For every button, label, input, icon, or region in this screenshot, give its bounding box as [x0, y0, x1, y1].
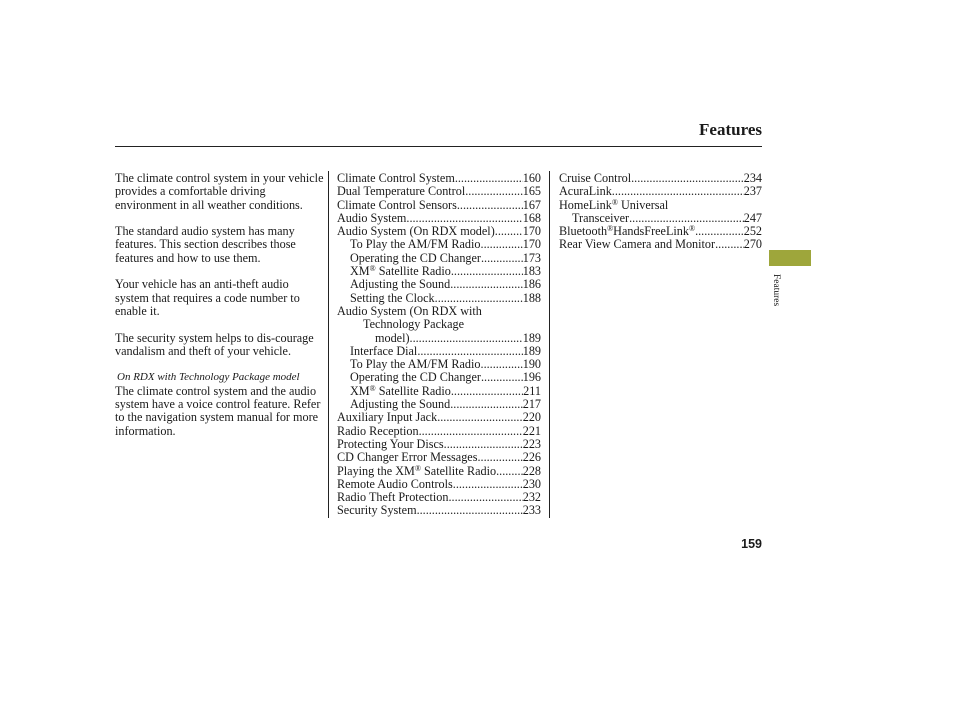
- toc-entry-page: 170: [522, 224, 541, 239]
- toc-entry-label: Audio System (On RDX model): [337, 224, 495, 239]
- toc-leader-dots: [419, 425, 523, 438]
- toc-entry[interactable]: [337, 305, 541, 318]
- toc-entry-page: 165: [522, 184, 541, 199]
- toc-entry[interactable]: [559, 172, 762, 185]
- toc-entry-page: 233: [522, 503, 541, 518]
- toc-entry-label: Dual Temperature Control: [337, 184, 466, 199]
- toc-entry[interactable]: [337, 371, 541, 384]
- toc-entry[interactable]: [337, 172, 541, 185]
- toc-entry-label: Bluetooth®HandsFreeLink®: [559, 224, 696, 239]
- toc-leader-dots: [451, 385, 523, 398]
- toc-entry-label: Protecting Your Discs: [337, 436, 444, 451]
- toc-entry-label: Operating the CD Changer: [350, 370, 481, 385]
- intro-paragraph-climate: The climate control system in your vehicle provides a comfortable driving environment in all weather conditions.: [115, 171, 324, 212]
- toc-entry[interactable]: [337, 238, 541, 251]
- toc-entry-page: 230: [522, 476, 541, 491]
- toc-entry-page: 237: [743, 184, 762, 199]
- toc-entry-page: 247: [743, 210, 762, 225]
- toc-entry-page: 189: [522, 330, 541, 345]
- toc-entry-page: 186: [522, 277, 541, 292]
- toc-leader-dots: [417, 504, 523, 517]
- toc-entry-label: Auxiliary Input Jack: [337, 410, 438, 425]
- toc-entry-page: 188: [522, 290, 541, 305]
- toc-leader-dots: [629, 212, 744, 225]
- toc-entry-page: 252: [743, 224, 762, 239]
- toc-entry-label: model): [375, 330, 410, 345]
- toc-entry-page: 232: [522, 490, 541, 505]
- toc-entry-page: 221: [522, 423, 541, 438]
- toc-entry-label: XM® Satellite Radio: [350, 383, 451, 398]
- toc-leader-dots: [444, 438, 523, 451]
- toc-entry[interactable]: [337, 318, 541, 331]
- page-title: Features: [699, 120, 762, 139]
- toc-entry-label: Radio Theft Protection: [337, 490, 449, 505]
- toc-entry-page: 226: [522, 450, 541, 465]
- toc-entry-page: 189: [522, 343, 541, 358]
- toc-leader-dots: [410, 332, 523, 345]
- toc-leader-dots: [477, 451, 522, 464]
- toc-entry-page: 160: [522, 171, 541, 185]
- toc-leader-dots: [406, 212, 522, 225]
- toc-leader-dots: [417, 345, 522, 358]
- intro-paragraph-audio: The standard audio system has many features. This section describes those features and how to use them.: [115, 224, 296, 265]
- toc-entry-label: Cruise Control: [559, 171, 632, 185]
- toc-entry-page: 217: [522, 397, 541, 412]
- toc-column-2: [559, 172, 762, 252]
- toc-leader-dots: [448, 491, 522, 504]
- toc-entry[interactable]: [337, 504, 541, 517]
- column-divider-right: [549, 171, 550, 518]
- toc-entry[interactable]: [337, 398, 541, 411]
- toc-entry-page: 173: [522, 250, 541, 265]
- toc-entry[interactable]: [559, 238, 762, 251]
- intro-note-model: On RDX with Technology Package model: [117, 371, 300, 384]
- toc-entry-label: Radio Reception: [337, 423, 419, 438]
- toc-leader-dots: [481, 358, 523, 371]
- toc-entry-page: 270: [743, 237, 762, 252]
- toc-entry-label: Setting the Clock: [350, 290, 435, 305]
- toc-entry-label: To Play the AM/FM Radio: [350, 237, 481, 252]
- section-tab: [769, 250, 811, 266]
- toc-leader-dots: [457, 199, 523, 212]
- toc-entry-label: To Play the AM/FM Radio: [350, 357, 481, 372]
- toc-leader-dots: [453, 478, 523, 491]
- toc-entry[interactable]: [337, 345, 541, 358]
- toc-entry[interactable]: [337, 451, 541, 464]
- intro-paragraph-voice-control: The climate control system and the audio system have a voice control feature. Refer to the navigation system manual for more information.: [115, 383, 321, 438]
- toc-leader-dots: [455, 172, 523, 185]
- column-divider-left: [328, 171, 329, 518]
- toc-entry[interactable]: [337, 332, 541, 345]
- page-number: 159: [741, 537, 762, 551]
- toc-entry-page: 220: [522, 410, 541, 425]
- toc-entry[interactable]: [559, 199, 762, 212]
- toc-leader-dots: [715, 238, 744, 251]
- toc-entry-label: Interface Dial: [350, 343, 418, 358]
- toc-entry-page: 167: [522, 197, 541, 212]
- toc-entry[interactable]: [337, 199, 541, 212]
- toc-entry-label: Security System: [337, 503, 417, 518]
- toc-entry-label: Remote Audio Controls: [337, 476, 453, 491]
- toc-entry-label: CD Changer Error Messages: [337, 450, 478, 465]
- toc-leader-dots: [631, 172, 744, 185]
- toc-entry-page: 196: [522, 370, 541, 385]
- toc-entry-page: 228: [522, 463, 541, 478]
- toc-leader-dots: [495, 225, 523, 238]
- toc-entry-label: Operating the CD Changer: [350, 250, 481, 265]
- toc-entry[interactable]: [337, 425, 541, 438]
- toc-leader-dots: [612, 185, 744, 198]
- toc-leader-dots: [451, 265, 523, 278]
- toc-entry[interactable]: [337, 385, 541, 398]
- toc-entry[interactable]: [559, 212, 762, 225]
- toc-entry-label: Adjusting the Sound: [350, 277, 451, 292]
- toc-leader-dots: [481, 238, 523, 251]
- toc-entry-page: 234: [743, 171, 762, 185]
- toc-entry[interactable]: [337, 411, 541, 424]
- toc-entry-page: 168: [522, 210, 541, 225]
- toc-leader-dots: [450, 398, 523, 411]
- toc-entry[interactable]: [337, 278, 541, 291]
- toc-entry-page: 190: [522, 357, 541, 372]
- toc-entry-label: Audio System: [337, 210, 407, 225]
- toc-entry-label: XM® Satellite Radio: [350, 264, 451, 279]
- toc-entry[interactable]: [337, 478, 541, 491]
- toc-leader-dots: [481, 252, 523, 265]
- toc-entry[interactable]: [337, 438, 541, 451]
- toc-leader-dots: [465, 185, 523, 198]
- toc-entry-label: AcuraLink: [559, 184, 612, 199]
- toc-leader-dots: [695, 225, 744, 238]
- toc-entry-label: Audio System (On RDX with: [337, 303, 482, 318]
- toc-entry-label: HomeLink® Universal: [559, 197, 669, 212]
- toc-leader-dots: [481, 371, 523, 384]
- toc-leader-dots: [496, 465, 523, 478]
- toc-entry-label: Rear View Camera and Monitor: [559, 237, 716, 252]
- toc-leader-dots: [435, 292, 523, 305]
- toc-entry[interactable]: [337, 358, 541, 371]
- toc-entry-label: Playing the XM® Satellite Radio: [337, 463, 497, 478]
- toc-entry[interactable]: [337, 225, 541, 238]
- toc-leader-dots: [450, 278, 523, 291]
- toc-entry[interactable]: [337, 465, 541, 478]
- toc-column-1: [337, 172, 541, 518]
- toc-entry[interactable]: [337, 491, 541, 504]
- section-tab-label: Features: [771, 274, 781, 307]
- toc-entry-page: 183: [522, 264, 541, 279]
- toc-entry-label: Climate Control System: [337, 171, 455, 185]
- intro-paragraph-anti-theft: Your vehicle has an anti-theft audio system that requires a code number to enable it.: [115, 277, 300, 318]
- intro-text: [115, 172, 325, 451]
- toc-entry-page: 211: [523, 383, 541, 398]
- toc-entry[interactable]: [337, 212, 541, 225]
- toc-entry[interactable]: [559, 185, 762, 198]
- toc-entry-page: 223: [522, 436, 541, 451]
- toc-entry[interactable]: [337, 185, 541, 198]
- toc-entry-label: Transceiver: [572, 210, 630, 225]
- toc-entry-label: Technology Package: [363, 317, 465, 332]
- toc-leader-dots: [437, 411, 523, 424]
- intro-paragraph-security: The security system helps to dis-courage vandalism and theft of your vehicle.: [115, 330, 314, 358]
- header-rule: [115, 146, 762, 147]
- toc-entry-label: Climate Control Sensors: [337, 197, 457, 212]
- toc-entry[interactable]: [337, 292, 541, 305]
- toc-entry[interactable]: [559, 225, 762, 238]
- toc-entry-label: Adjusting the Sound: [350, 397, 451, 412]
- toc-entry[interactable]: [337, 265, 541, 278]
- toc-entry-page: 170: [522, 237, 541, 252]
- toc-entry[interactable]: [337, 252, 541, 265]
